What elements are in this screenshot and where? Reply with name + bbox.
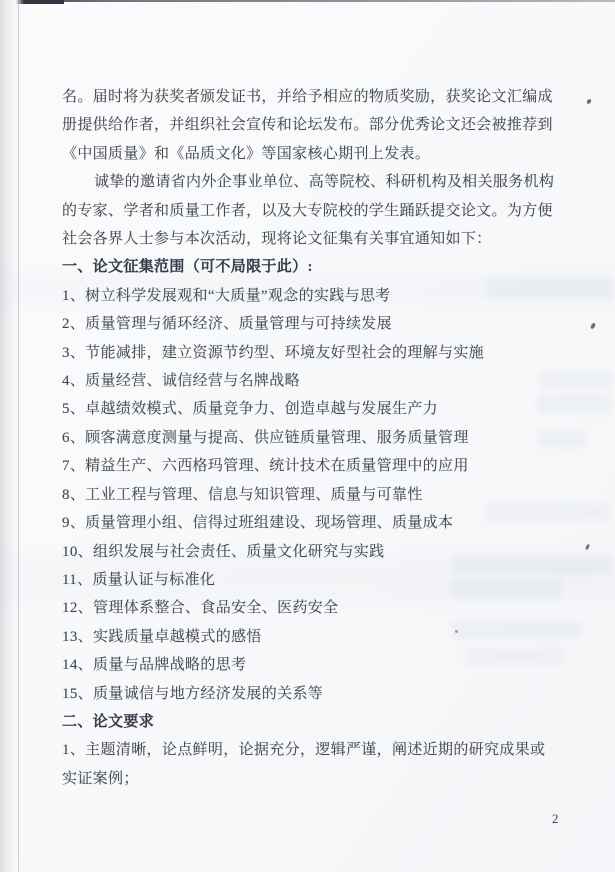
section-heading-scope: 一、论文征集范围（可不局限于此）: xyxy=(62,259,313,276)
section-heading-requirements: 二、论文要求 xyxy=(62,713,155,730)
list-item: 4、质量经营、诚信经营与名牌战略 xyxy=(62,373,300,390)
list-item: 11、质量认证与标准化 xyxy=(62,571,216,588)
body-text-line: 1、主题清晰，论点鲜明，论据充分，逻辑严谨，阐述近期的研究成果或 xyxy=(62,742,546,759)
body-text-line: 册提供给作者，并组织社会宣传和论坛发布。部分优秀论文还会被推荐到 xyxy=(62,117,553,134)
body-text-line: 的专家、学者和质量工作者，以及大专院校的学生踊跃提交论文。为方便 xyxy=(62,202,553,219)
document-body xyxy=(62,83,567,793)
body-text-line: 《中国质量》和《品质文化》等国家核心期刊上发表。 xyxy=(62,145,431,162)
scan-speck xyxy=(585,544,590,551)
scan-speck xyxy=(586,99,591,105)
body-text-line: 社会各界人士参与本次活动，现将论文征集有关事宜通知如下： xyxy=(62,231,492,248)
list-item: 6、顾客满意度测量与提高、供应链质量管理、服务质量管理 xyxy=(62,429,469,446)
list-item: 2、质量管理与循环经济、质量管理与可持续发展 xyxy=(62,316,392,333)
list-item: 5、卓越绩效模式、质量竞争力、创造卓越与发展生产力 xyxy=(62,401,439,418)
list-item: 9、质量管理小组、信得过班组建设、现场管理、质量成本 xyxy=(62,515,454,532)
list-item: 3、节能减排，建立资源节约型、环境友好型社会的理解与实施 xyxy=(62,344,485,361)
list-item: 8、工业工程与管理、信息与知识管理、质量与可靠性 xyxy=(62,486,423,503)
scan-left-shade xyxy=(0,0,24,872)
paper-fold-line xyxy=(18,0,19,872)
scan-top-edge xyxy=(0,0,615,2)
body-text-line: 实证案例； xyxy=(62,770,139,787)
list-item: 14、质量与品牌战略的思考 xyxy=(62,657,247,674)
body-text-line: 名。届时将为获奖者颁发证书，并给予相应的物质奖励，获奖论文汇编成 xyxy=(62,89,553,105)
list-item: 12、管理体系整合、食品安全、医药安全 xyxy=(62,600,339,617)
list-item: 15、质量诚信与地方经济发展的关系等 xyxy=(62,685,324,702)
body-text-line: 诚挚的邀请省内外企事业单位、高等院校、科研机构及相关服务机构 xyxy=(94,174,555,191)
page-number: 2 xyxy=(552,812,559,826)
list-item: 13、实践质量卓越模式的感悟 xyxy=(62,628,262,645)
list-item: 1、树立科学发展观和“大质量”观念的实践与思考 xyxy=(62,287,391,304)
list-item: 7、精益生产、六西格玛管理、统计技术在质量管理中的应用 xyxy=(62,458,469,475)
scan-speck xyxy=(590,323,596,330)
list-item: 10、组织发展与社会责任、质量文化研究与实践 xyxy=(62,543,385,560)
